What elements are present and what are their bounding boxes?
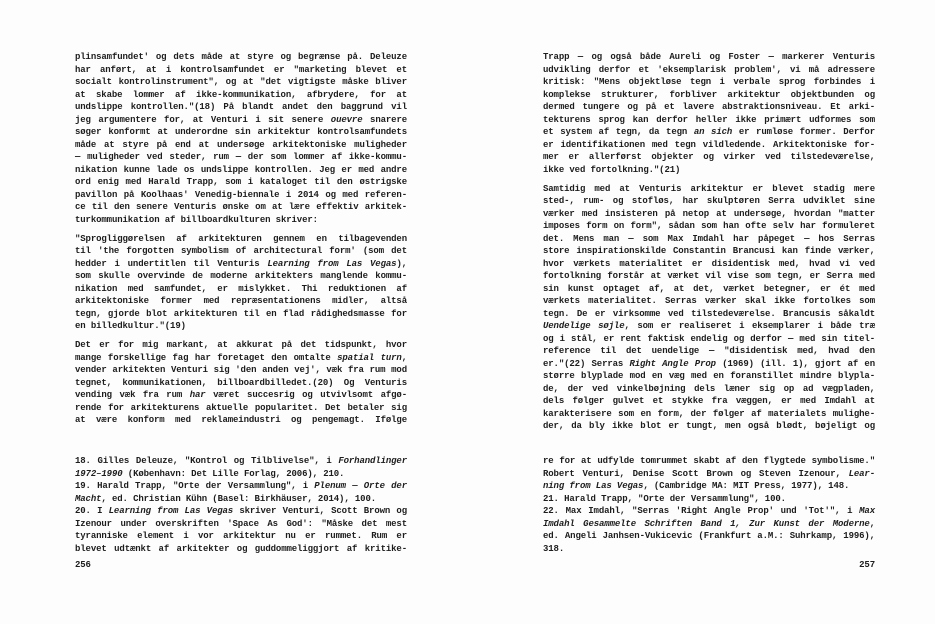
text-line: tegn, gjorde blot arkitekturen til en flad rådighedsmasse for bbox=[75, 308, 407, 319]
text-line: karakterisere som en form, der følger af materialets mulighe- bbox=[543, 408, 875, 419]
text-line: arkitektoniske former med repræsentationens midler, altså bbox=[75, 296, 407, 306]
text-line: har anført, at i kontrolsamfundet er "marketing blevet et bbox=[75, 64, 407, 75]
text-line: fortolkning forstår at værket vil vise som tegn, er Serra med bbox=[543, 271, 875, 281]
text-line: hvor værkets materialitet er disidentisk med, hvad vi ved bbox=[543, 258, 875, 269]
page-number-right: 257 bbox=[859, 560, 875, 570]
text-line: værker med insisteren på netop at undersøge, hvordan "matter bbox=[543, 208, 875, 219]
text-line: vending væk fra rum har været succesrig og utvivlsomt afgø- bbox=[75, 390, 407, 400]
text-line: reference til det uendelige — "disidentisk med, hvad den bbox=[543, 346, 875, 356]
text-line: komplekse strukturer, forbliver arkitektur objektbunden og bbox=[543, 89, 875, 100]
text-line: værkets materialitet. Serras værker skal ikke fortolkes som bbox=[543, 296, 875, 306]
left-footnote-area bbox=[75, 455, 407, 555]
left-main-text-column bbox=[75, 51, 407, 427]
text-line: Trapp — og også både Aureli og Foster — markerer Venturis bbox=[543, 52, 875, 62]
text-line: — muligheder ved steder, rum — der som lommer af ikke-kommu- bbox=[75, 152, 407, 162]
text-line: Robert Venturi, Denise Scott Brown og Steven Izenour, Lear- bbox=[543, 468, 875, 479]
text-line: "Sprogliggørelsen af arkitekturen gennem en tilbagevenden bbox=[75, 233, 407, 244]
text-line: søger konformt at underordne sin arkitektur kontrolsamfundets bbox=[75, 127, 407, 137]
right-footnote-area bbox=[543, 455, 875, 555]
text-line: som skulle overvinde de moderne arkitekters manglende kommu- bbox=[75, 271, 407, 281]
text-line: hedder i undertitlen til Venturis Learning from Las Vegas), bbox=[75, 258, 407, 269]
text-line: Samtidig med at Venturis arkitektur er blevet stadig mere bbox=[543, 183, 875, 194]
text-line: 20. I Learning from Las Vegas skriver Venturi, Scott Brown og bbox=[75, 506, 407, 516]
text-line: pavillon på Koolhaas' Venedig-biennale i 2014 og med referen- bbox=[75, 189, 407, 200]
text-line: Det er for mig markant, at akkurat på det tidspunkt, hvor bbox=[75, 340, 407, 350]
text-line: 318. bbox=[543, 543, 565, 554]
text-line: 22. Max Imdahl, "Serras 'Right Angle Prop' und 'Tot'", i Max bbox=[543, 506, 875, 516]
text-line: nikation kunne lade os undslippe kontrollen. Jeg er med andre bbox=[75, 164, 407, 175]
text-line: mer er allerførst objekter og virker ved tilstedeværelse, bbox=[543, 152, 875, 162]
text-line: ning from Las Vegas, (Cambridge MA: MIT Press, 1977), 148. bbox=[543, 481, 850, 491]
text-line: Izenour under overskriften 'Space As God': "Måske det mest bbox=[75, 518, 407, 529]
text-line: re for at udfylde tomrummet skabt af den flygtede symbolisme." bbox=[543, 456, 875, 466]
footnote-18 bbox=[75, 455, 407, 480]
text-line: undslippe kontrollen."(18) På blandt andet den baggrund vil bbox=[75, 102, 407, 112]
text-line: vender arkitekten Venturi sig 'den anden vej', væk fra rum mod bbox=[75, 365, 407, 375]
text-line: er."(22) Serras Right Angle Prop (1969) (ill. 1), gjort af en bbox=[543, 358, 875, 369]
text-line: imposes form on form", sådan som han ofte selv har formuleret bbox=[543, 221, 875, 231]
text-line: sted-, rum- og stofløs, har skulptøren Serra udviklet sine bbox=[543, 196, 875, 206]
footnote-22 bbox=[543, 505, 875, 555]
text-line: store inspirationskilde Constantin Brancusi kan finde værker, bbox=[543, 246, 875, 256]
text-line: nikation med samfundet, er mislykket. Thi reduktionen af bbox=[75, 283, 407, 294]
text-line: Imdahl Gesammelte Schriften Band 1, Zur Kunst der Moderne, bbox=[543, 518, 875, 529]
text-line: socialt kontrolinstrument", og at "det vigtigste måske bliver bbox=[75, 77, 407, 87]
text-line: Uendelige søjle, som er realiseret i eksemplarer i både træ bbox=[543, 321, 875, 331]
paragraph bbox=[543, 183, 875, 433]
paragraph-continuation bbox=[75, 51, 407, 226]
text-line: kritisk: "Mens objektløse tegn i verbale sprog forbindes i bbox=[543, 77, 875, 87]
paragraph bbox=[75, 339, 407, 427]
text-line: måde at styre på end at undersøge arkitektoniske muligheder bbox=[75, 139, 407, 150]
text-line: dels følger gulvet et stykke fra væggen, er med Imdahl at bbox=[543, 396, 875, 406]
text-line: tegnet, kommunikationen, billboardbilledet.(20) Og Venturis bbox=[75, 377, 407, 388]
paragraph bbox=[543, 51, 875, 176]
text-line: 1972–1990 (København: Det Lille Forlag, 2006), 210. bbox=[75, 468, 345, 479]
block-quote bbox=[75, 233, 407, 333]
footnote-21 bbox=[543, 493, 875, 506]
text-line: plinsamfundet' og dets måde at styre og begrænse på. Deleuze bbox=[75, 52, 407, 62]
text-line: er identifikationen med tegn vildledende. Arkitektoniske for- bbox=[543, 139, 875, 150]
text-line: tegn. De er virksomme ved tilstedeværelse. Brancusis såkaldt bbox=[543, 308, 875, 319]
text-line: ikke ved fortolkning."(21) bbox=[543, 164, 681, 175]
footnote-19 bbox=[75, 480, 407, 505]
text-line: en billedkultur."(19) bbox=[75, 321, 186, 331]
text-line: dermed tungere og på et lavere abstraktionsniveau. Et arki- bbox=[543, 102, 875, 112]
text-line: at skabe lommer af ikke-kommunikation, afbrydere, for at bbox=[75, 89, 407, 100]
footnote-20-continuation bbox=[543, 455, 875, 493]
text-line: 21. Harald Trapp, "Orte der Versammlung", 100. bbox=[543, 493, 786, 504]
text-line: rende for arkitekturens aktuelle popularitet. Det betaler sig bbox=[75, 402, 407, 413]
page-number-left: 256 bbox=[75, 560, 91, 570]
text-line: blevet udtænkt af arkitekter og guddommeliggjort af kritike- bbox=[75, 543, 407, 554]
footnote-20 bbox=[75, 505, 407, 555]
text-line: sin kunst optaget af, at det, værket betegner, er ét med bbox=[543, 283, 875, 294]
text-line: udvikling derfor et 'eksemplarisk problem', vi må adressere bbox=[543, 64, 875, 75]
text-line: Macht, ed. Christian Kühn (Basel: Birkhäuser, 2014), 100. bbox=[75, 493, 377, 504]
text-line: tekturens sprog kan derfor heller ikke primært udformes som bbox=[543, 114, 875, 125]
text-line: til 'the forgotten symbolism of architectural form' (som det bbox=[75, 246, 407, 256]
text-line: der, da bly ikke blot er tungt, men også blødt, bøjeligt og bbox=[543, 421, 875, 431]
text-line: jeg argumentere for, at Venturi i sit senere ouevre snarere bbox=[75, 114, 408, 125]
text-line: det. Mens man — som Max Imdahl har påpeget — hos Serras bbox=[543, 233, 875, 244]
text-line: et system af tegn, da tegn an sich er rumløse former. Derfor bbox=[543, 127, 875, 137]
text-line: større blyplade mod en væg med en foranstillet mindre blypla- bbox=[543, 371, 875, 381]
text-line: 18. Gilles Deleuze, "Kontrol og Tilblivelse", i Forhandlinger bbox=[75, 456, 407, 466]
text-line: 19. Harald Trapp, "Orte der Versammlung", i Plenum — Orte der bbox=[75, 481, 407, 491]
text-line: ord enig med Harald Trapp, som i kataloget til den østrigske bbox=[75, 177, 407, 187]
text-line: og i stål, er rent faktisk endelig og derfor — med sin titel- bbox=[543, 333, 875, 344]
text-line: at være konform med reklameindustri og pengemagt. Ifølge bbox=[75, 415, 407, 425]
text-line: turkommunikation af billboardkulturen skriver: bbox=[75, 214, 318, 225]
text-line: mange forskellige fag har foretaget den omtalte spatial turn, bbox=[75, 352, 407, 363]
text-line: de, der ved vinkelbøjning dels læner sig op ad vægpladen, bbox=[543, 383, 875, 394]
text-line: ce til den senere Venturis ønske om at lære effektiv arkitek- bbox=[75, 202, 407, 212]
text-line: tyranniske element i vor arkitektur nu er rummet. Rum er bbox=[75, 531, 407, 541]
right-main-text-column bbox=[543, 51, 875, 433]
text-line: ed. Angeli Janhsen-Vukicevic (Frankfurt a.M.: Suhrkamp, 1996), bbox=[543, 531, 875, 541]
